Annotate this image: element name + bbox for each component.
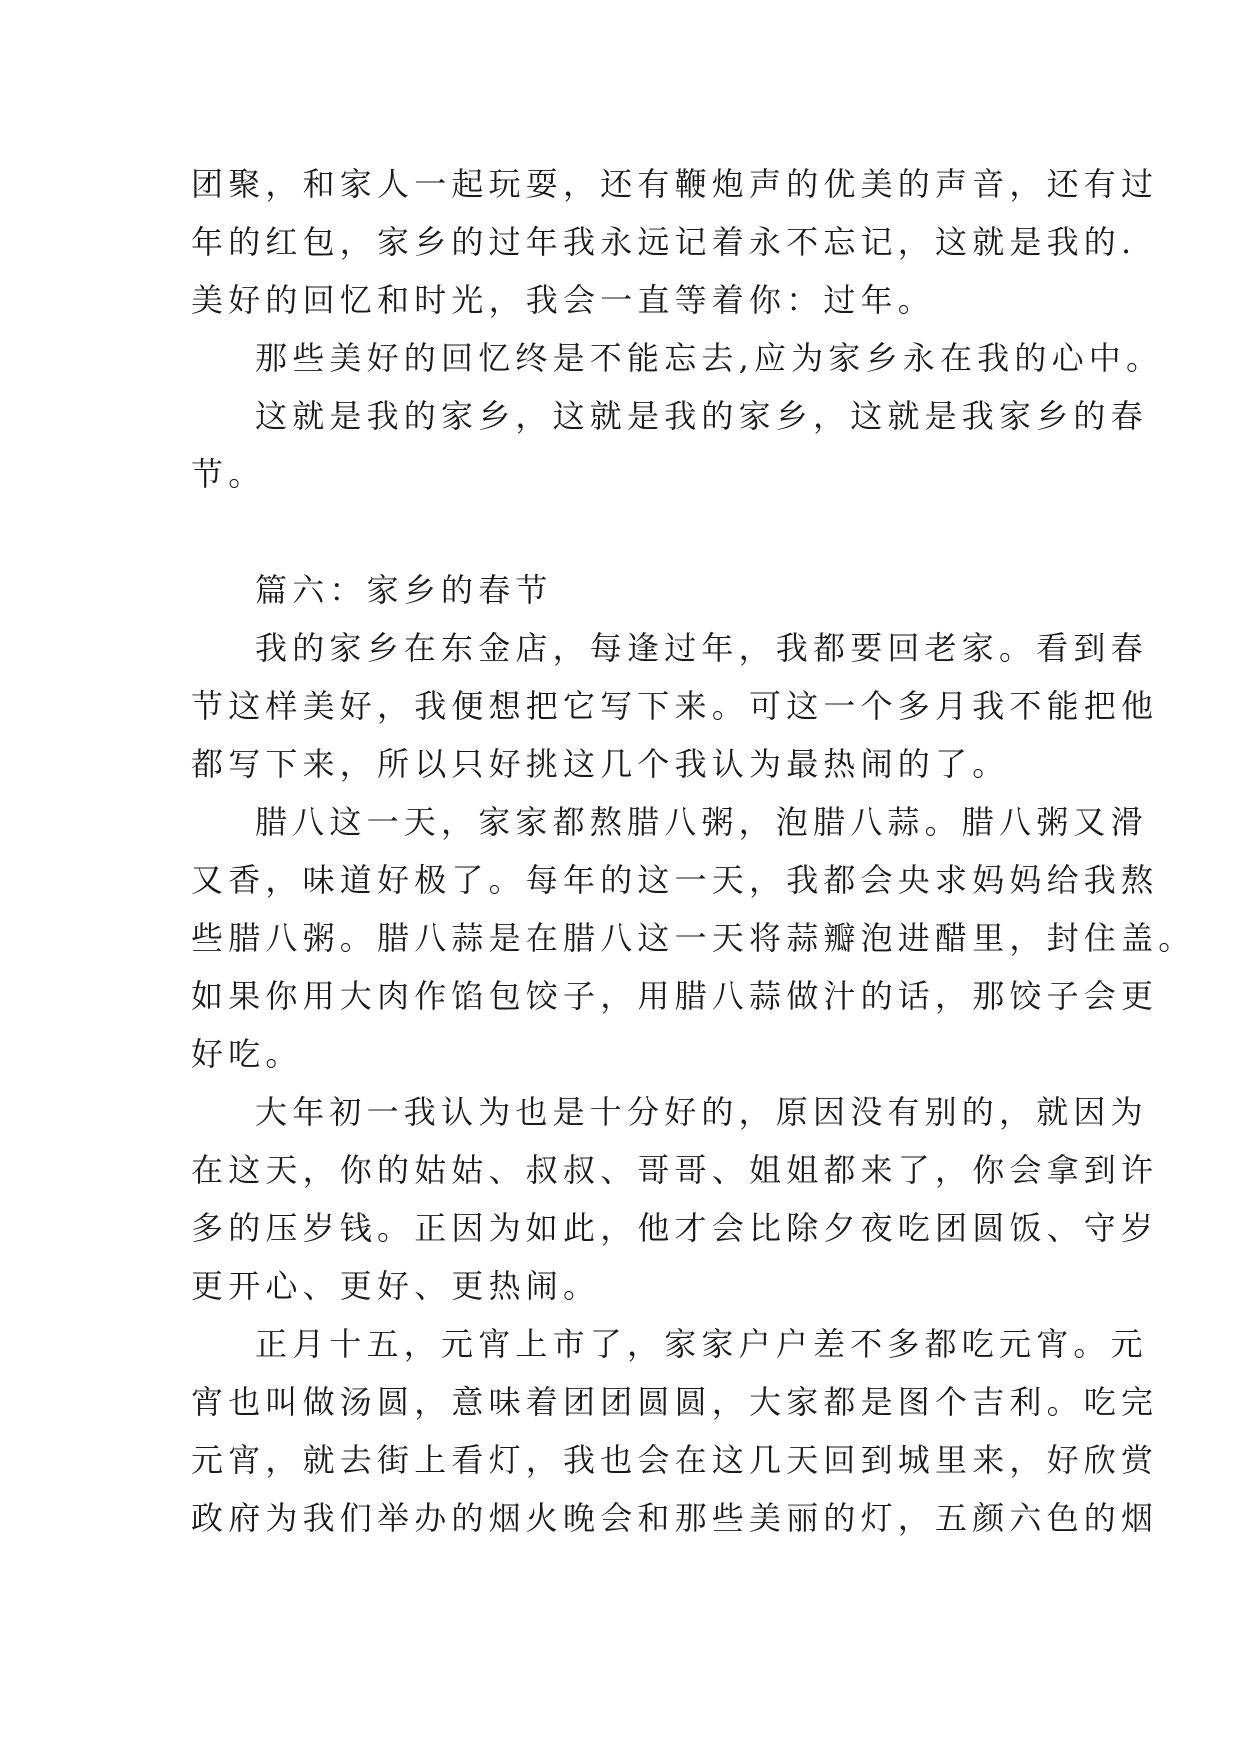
- text-line: 些腊八粥。腊八蒜是在腊八这一天将蒜瓣泡进醋里，封住盖。: [191, 919, 1196, 957]
- text-line: 这就是我的家乡，这就是我的家乡，这就是我家乡的春: [255, 397, 1148, 435]
- text-line: 节这样美好，我便想把它写下来。可这一个多月我不能把他: [191, 687, 1159, 725]
- text-line: 节。: [191, 455, 266, 493]
- text-line: 大年初一我认为也是十分好的，原因没有别的，就因为: [255, 1093, 1148, 1131]
- text-line: 正月十五，元宵上市了，家家户户差不多都吃元宵。元: [255, 1325, 1148, 1363]
- text-line: 如果你用大肉作馅包饺子，用腊八蒜做汁的话，那饺子会更: [191, 977, 1159, 1015]
- text-line: 宵也叫做汤圆，意味着团团圆圆，大家都是图个吉利。吃完: [191, 1383, 1159, 1421]
- text-line: 我的家乡在东金店，每逢过年，我都要回老家。看到春: [255, 629, 1148, 667]
- text-line: 团聚，和家人一起玩耍，还有鞭炮声的优美的声音，还有过: [191, 165, 1159, 203]
- text-line: 那些美好的回忆终是不能忘去,应为家乡永在我的心中。: [255, 339, 1164, 377]
- text-line: 好吃。: [191, 1035, 303, 1073]
- section-heading: 篇六：家乡的春节: [255, 571, 553, 609]
- text-line: 年的红包，家乡的过年我永远记着永不忘记，这就是我的.: [191, 223, 1137, 261]
- text-line: 又香，味道好极了。每年的这一天，我都会央求妈妈给我熬: [191, 861, 1159, 899]
- text-line: 腊八这一天，家家都熬腊八粥，泡腊八蒜。腊八粥又滑: [255, 803, 1148, 841]
- text-line: 多的压岁钱。正因为如此，他才会比除夕夜吃团圆饭、守岁: [191, 1209, 1159, 1247]
- text-line: 美好的回忆和时光，我会一直等着你：过年。: [191, 281, 936, 319]
- text-line: 政府为我们举办的烟火晚会和那些美丽的灯，五颜六色的烟: [191, 1499, 1159, 1537]
- text-line: 更开心、更好、更热闹。: [191, 1267, 601, 1305]
- text-line: 在这天，你的姑姑、叔叔、哥哥、姐姐都来了，你会拿到许: [191, 1151, 1159, 1189]
- text-line: 都写下来，所以只好挑这几个我认为最热闹的了。: [191, 745, 1010, 783]
- text-line: 元宵，就去街上看灯，我也会在这几天回到城里来，好欣赏: [191, 1441, 1159, 1479]
